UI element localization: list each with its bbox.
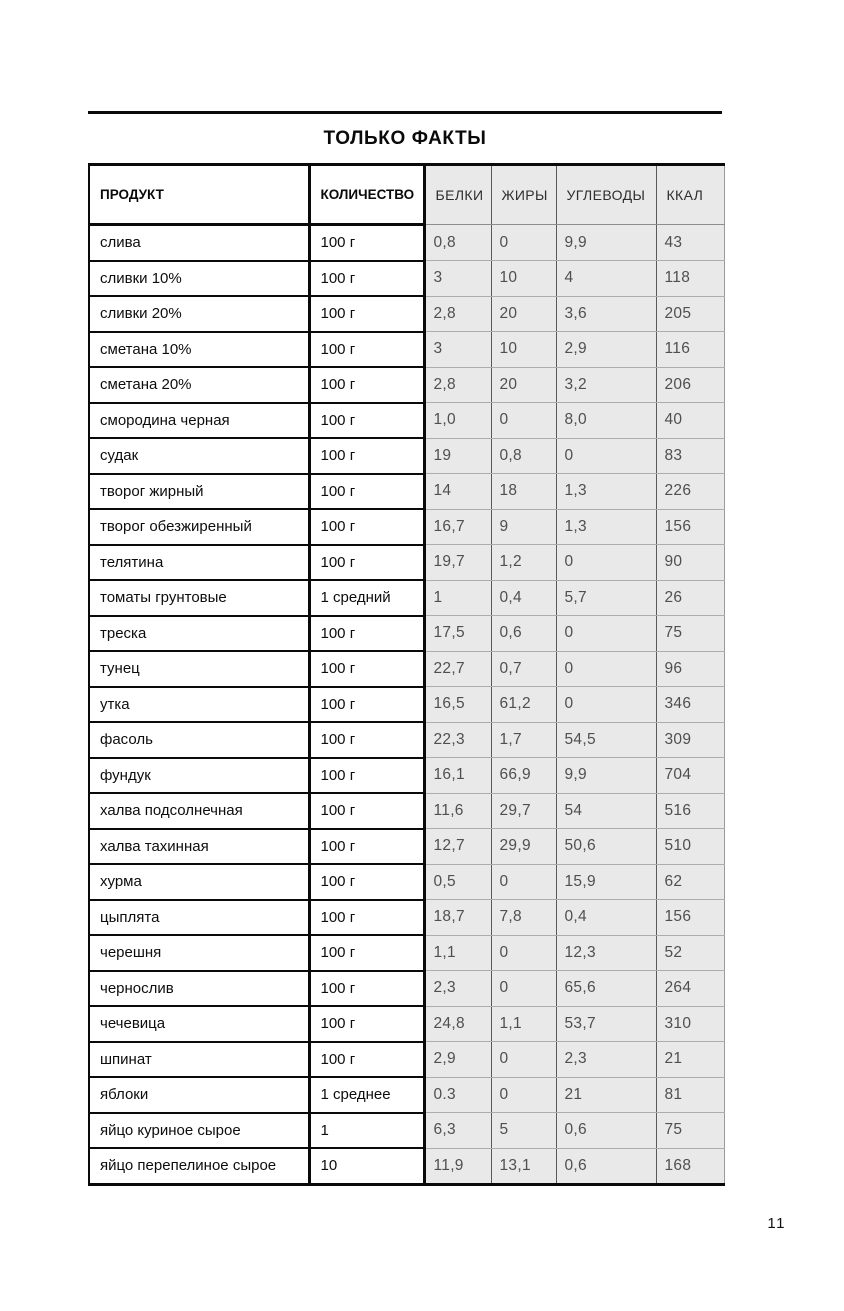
cell-kcal: 156: [656, 900, 724, 936]
cell-quantity: 100 г: [309, 1042, 424, 1078]
cell-carbs: 3,6: [556, 296, 656, 332]
cell-carbs: 65,6: [556, 971, 656, 1007]
header-fats: ЖИРЫ: [491, 165, 556, 225]
cell-product: шпинат: [89, 1042, 309, 1078]
cell-kcal: 704: [656, 758, 724, 794]
cell-carbs: 8,0: [556, 403, 656, 439]
top-rule: [88, 111, 722, 114]
cell-kcal: 226: [656, 474, 724, 510]
cell-fats: 0: [491, 864, 556, 900]
cell-quantity: 100 г: [309, 900, 424, 936]
cell-product: цыплята: [89, 900, 309, 936]
cell-proteins: 19: [424, 438, 491, 474]
table-row: [89, 687, 724, 723]
cell-fats: 0,8: [491, 438, 556, 474]
table-row: [89, 793, 724, 829]
cell-quantity: 1 среднее: [309, 1077, 424, 1113]
table-row: [89, 616, 724, 652]
cell-carbs: 3,2: [556, 367, 656, 403]
cell-fats: 1,2: [491, 545, 556, 581]
cell-quantity: 100 г: [309, 864, 424, 900]
cell-kcal: 81: [656, 1077, 724, 1113]
cell-kcal: 264: [656, 971, 724, 1007]
cell-quantity: 10: [309, 1148, 424, 1184]
table-row: [89, 900, 724, 936]
nutrition-table: [88, 163, 725, 1186]
cell-product: яйцо куриное сырое: [89, 1113, 309, 1149]
page-title: ТОЛЬКО ФАКТЫ: [323, 128, 487, 149]
cell-proteins: 16,7: [424, 509, 491, 545]
table-row: [89, 403, 724, 439]
table-row: [89, 864, 724, 900]
cell-kcal: 346: [656, 687, 724, 723]
cell-kcal: 43: [656, 225, 724, 261]
table-row: [89, 332, 724, 368]
cell-kcal: 118: [656, 261, 724, 297]
cell-product: сметана 20%: [89, 367, 309, 403]
table-row: [89, 225, 724, 261]
cell-carbs: 53,7: [556, 1006, 656, 1042]
cell-carbs: 4: [556, 261, 656, 297]
cell-quantity: 100 г: [309, 1006, 424, 1042]
table-row: [89, 1077, 724, 1113]
table-row: [89, 367, 724, 403]
cell-quantity: 100 г: [309, 687, 424, 723]
header-quantity: КОЛИЧЕСТВО: [309, 165, 424, 225]
cell-product: яблоки: [89, 1077, 309, 1113]
header-proteins: БЕЛКИ: [424, 165, 491, 225]
table-row: [89, 829, 724, 865]
cell-carbs: 5,7: [556, 580, 656, 616]
cell-kcal: 26: [656, 580, 724, 616]
cell-proteins: 14: [424, 474, 491, 510]
cell-fats: 1,7: [491, 722, 556, 758]
cell-product: творог жирный: [89, 474, 309, 510]
table-row: [89, 509, 724, 545]
header-kcal: ККАЛ: [656, 165, 724, 225]
cell-product: фундук: [89, 758, 309, 794]
table-row: [89, 474, 724, 510]
cell-carbs: 12,3: [556, 935, 656, 971]
cell-proteins: 22,3: [424, 722, 491, 758]
cell-quantity: 100 г: [309, 935, 424, 971]
cell-kcal: 205: [656, 296, 724, 332]
cell-product: сливки 20%: [89, 296, 309, 332]
table-row: [89, 935, 724, 971]
cell-kcal: 62: [656, 864, 724, 900]
cell-product: смородина черная: [89, 403, 309, 439]
cell-quantity: 1: [309, 1113, 424, 1149]
cell-quantity: 100 г: [309, 261, 424, 297]
cell-product: халва подсолнечная: [89, 793, 309, 829]
cell-carbs: 9,9: [556, 225, 656, 261]
table-row: [89, 261, 724, 297]
cell-kcal: 516: [656, 793, 724, 829]
cell-fats: 13,1: [491, 1148, 556, 1184]
cell-fats: 7,8: [491, 900, 556, 936]
cell-quantity: 100 г: [309, 332, 424, 368]
cell-carbs: 54: [556, 793, 656, 829]
cell-proteins: 3: [424, 261, 491, 297]
header-row: [89, 165, 724, 225]
header-product: ПРОДУКТ: [89, 165, 309, 225]
cell-fats: 0,4: [491, 580, 556, 616]
page-number: 11: [767, 1215, 786, 1232]
cell-product: черешня: [89, 935, 309, 971]
table-row: [89, 296, 724, 332]
cell-product: треска: [89, 616, 309, 652]
table-row: [89, 758, 724, 794]
cell-product: утка: [89, 687, 309, 723]
cell-fats: 0: [491, 935, 556, 971]
cell-proteins: 0.3: [424, 1077, 491, 1113]
cell-product: хурма: [89, 864, 309, 900]
cell-product: телятина: [89, 545, 309, 581]
cell-kcal: 75: [656, 616, 724, 652]
cell-fats: 29,7: [491, 793, 556, 829]
cell-kcal: 510: [656, 829, 724, 865]
cell-proteins: 6,3: [424, 1113, 491, 1149]
cell-product: сметана 10%: [89, 332, 309, 368]
table-row: [89, 651, 724, 687]
cell-proteins: 0,8: [424, 225, 491, 261]
cell-kcal: 75: [656, 1113, 724, 1149]
cell-carbs: 0: [556, 545, 656, 581]
cell-product: тунец: [89, 651, 309, 687]
cell-product: слива: [89, 225, 309, 261]
cell-proteins: 24,8: [424, 1006, 491, 1042]
cell-proteins: 12,7: [424, 829, 491, 865]
cell-carbs: 2,9: [556, 332, 656, 368]
cell-proteins: 3: [424, 332, 491, 368]
cell-product: томаты грунтовые: [89, 580, 309, 616]
table-row: [89, 580, 724, 616]
table-row: [89, 1113, 724, 1149]
cell-carbs: 15,9: [556, 864, 656, 900]
cell-quantity: 100 г: [309, 829, 424, 865]
cell-fats: 29,9: [491, 829, 556, 865]
cell-carbs: 0: [556, 651, 656, 687]
cell-fats: 0: [491, 971, 556, 1007]
cell-proteins: 1,1: [424, 935, 491, 971]
cell-kcal: 168: [656, 1148, 724, 1184]
cell-quantity: 100 г: [309, 367, 424, 403]
cell-carbs: 1,3: [556, 474, 656, 510]
cell-kcal: 90: [656, 545, 724, 581]
table-row: [89, 1148, 724, 1184]
cell-carbs: 0,6: [556, 1148, 656, 1184]
cell-proteins: 1: [424, 580, 491, 616]
cell-proteins: 1,0: [424, 403, 491, 439]
cell-product: чечевица: [89, 1006, 309, 1042]
cell-quantity: 100 г: [309, 296, 424, 332]
cell-kcal: 96: [656, 651, 724, 687]
cell-proteins: 19,7: [424, 545, 491, 581]
cell-proteins: 11,6: [424, 793, 491, 829]
cell-carbs: 2,3: [556, 1042, 656, 1078]
cell-fats: 20: [491, 367, 556, 403]
cell-product: яйцо перепелиное сырое: [89, 1148, 309, 1184]
cell-fats: 0: [491, 225, 556, 261]
cell-kcal: 156: [656, 509, 724, 545]
cell-proteins: 18,7: [424, 900, 491, 936]
cell-fats: 0: [491, 403, 556, 439]
cell-fats: 9: [491, 509, 556, 545]
cell-kcal: 52: [656, 935, 724, 971]
table-row: [89, 971, 724, 1007]
cell-quantity: 100 г: [309, 758, 424, 794]
cell-fats: 61,2: [491, 687, 556, 723]
cell-proteins: 0,5: [424, 864, 491, 900]
cell-kcal: 21: [656, 1042, 724, 1078]
cell-quantity: 1 средний: [309, 580, 424, 616]
cell-proteins: 16,5: [424, 687, 491, 723]
cell-fats: 0: [491, 1077, 556, 1113]
cell-kcal: 206: [656, 367, 724, 403]
cell-fats: 66,9: [491, 758, 556, 794]
table-row: [89, 438, 724, 474]
cell-product: чернослив: [89, 971, 309, 1007]
cell-quantity: 100 г: [309, 722, 424, 758]
cell-proteins: 22,7: [424, 651, 491, 687]
cell-proteins: 16,1: [424, 758, 491, 794]
cell-proteins: 2,8: [424, 296, 491, 332]
cell-carbs: 1,3: [556, 509, 656, 545]
cell-product: судак: [89, 438, 309, 474]
cell-carbs: 0: [556, 438, 656, 474]
cell-carbs: 50,6: [556, 829, 656, 865]
cell-product: фасоль: [89, 722, 309, 758]
cell-kcal: 83: [656, 438, 724, 474]
cell-quantity: 100 г: [309, 545, 424, 581]
cell-carbs: 0: [556, 616, 656, 652]
cell-proteins: 2,8: [424, 367, 491, 403]
table-row: [89, 722, 724, 758]
cell-quantity: 100 г: [309, 509, 424, 545]
cell-proteins: 17,5: [424, 616, 491, 652]
table-row: [89, 1006, 724, 1042]
cell-quantity: 100 г: [309, 651, 424, 687]
cell-carbs: 9,9: [556, 758, 656, 794]
cell-kcal: 310: [656, 1006, 724, 1042]
cell-fats: 0,7: [491, 651, 556, 687]
cell-proteins: 11,9: [424, 1148, 491, 1184]
cell-quantity: 100 г: [309, 403, 424, 439]
cell-fats: 0: [491, 1042, 556, 1078]
cell-quantity: 100 г: [309, 616, 424, 652]
cell-fats: 10: [491, 332, 556, 368]
cell-product: сливки 10%: [89, 261, 309, 297]
header-carbs: УГЛЕВОДЫ: [556, 165, 656, 225]
cell-proteins: 2,3: [424, 971, 491, 1007]
cell-carbs: 0,6: [556, 1113, 656, 1149]
table-row: [89, 1042, 724, 1078]
cell-kcal: 116: [656, 332, 724, 368]
cell-quantity: 100 г: [309, 474, 424, 510]
cell-fats: 5: [491, 1113, 556, 1149]
cell-fats: 20: [491, 296, 556, 332]
cell-product: творог обезжиренный: [89, 509, 309, 545]
cell-product: халва тахинная: [89, 829, 309, 865]
cell-quantity: 100 г: [309, 793, 424, 829]
cell-fats: 0,6: [491, 616, 556, 652]
table-row: [89, 545, 724, 581]
cell-carbs: 21: [556, 1077, 656, 1113]
cell-kcal: 40: [656, 403, 724, 439]
cell-fats: 10: [491, 261, 556, 297]
cell-fats: 1,1: [491, 1006, 556, 1042]
cell-fats: 18: [491, 474, 556, 510]
cell-proteins: 2,9: [424, 1042, 491, 1078]
cell-kcal: 309: [656, 722, 724, 758]
cell-carbs: 0: [556, 687, 656, 723]
cell-quantity: 100 г: [309, 971, 424, 1007]
cell-quantity: 100 г: [309, 438, 424, 474]
cell-carbs: 54,5: [556, 722, 656, 758]
cell-quantity: 100 г: [309, 225, 424, 261]
cell-carbs: 0,4: [556, 900, 656, 936]
